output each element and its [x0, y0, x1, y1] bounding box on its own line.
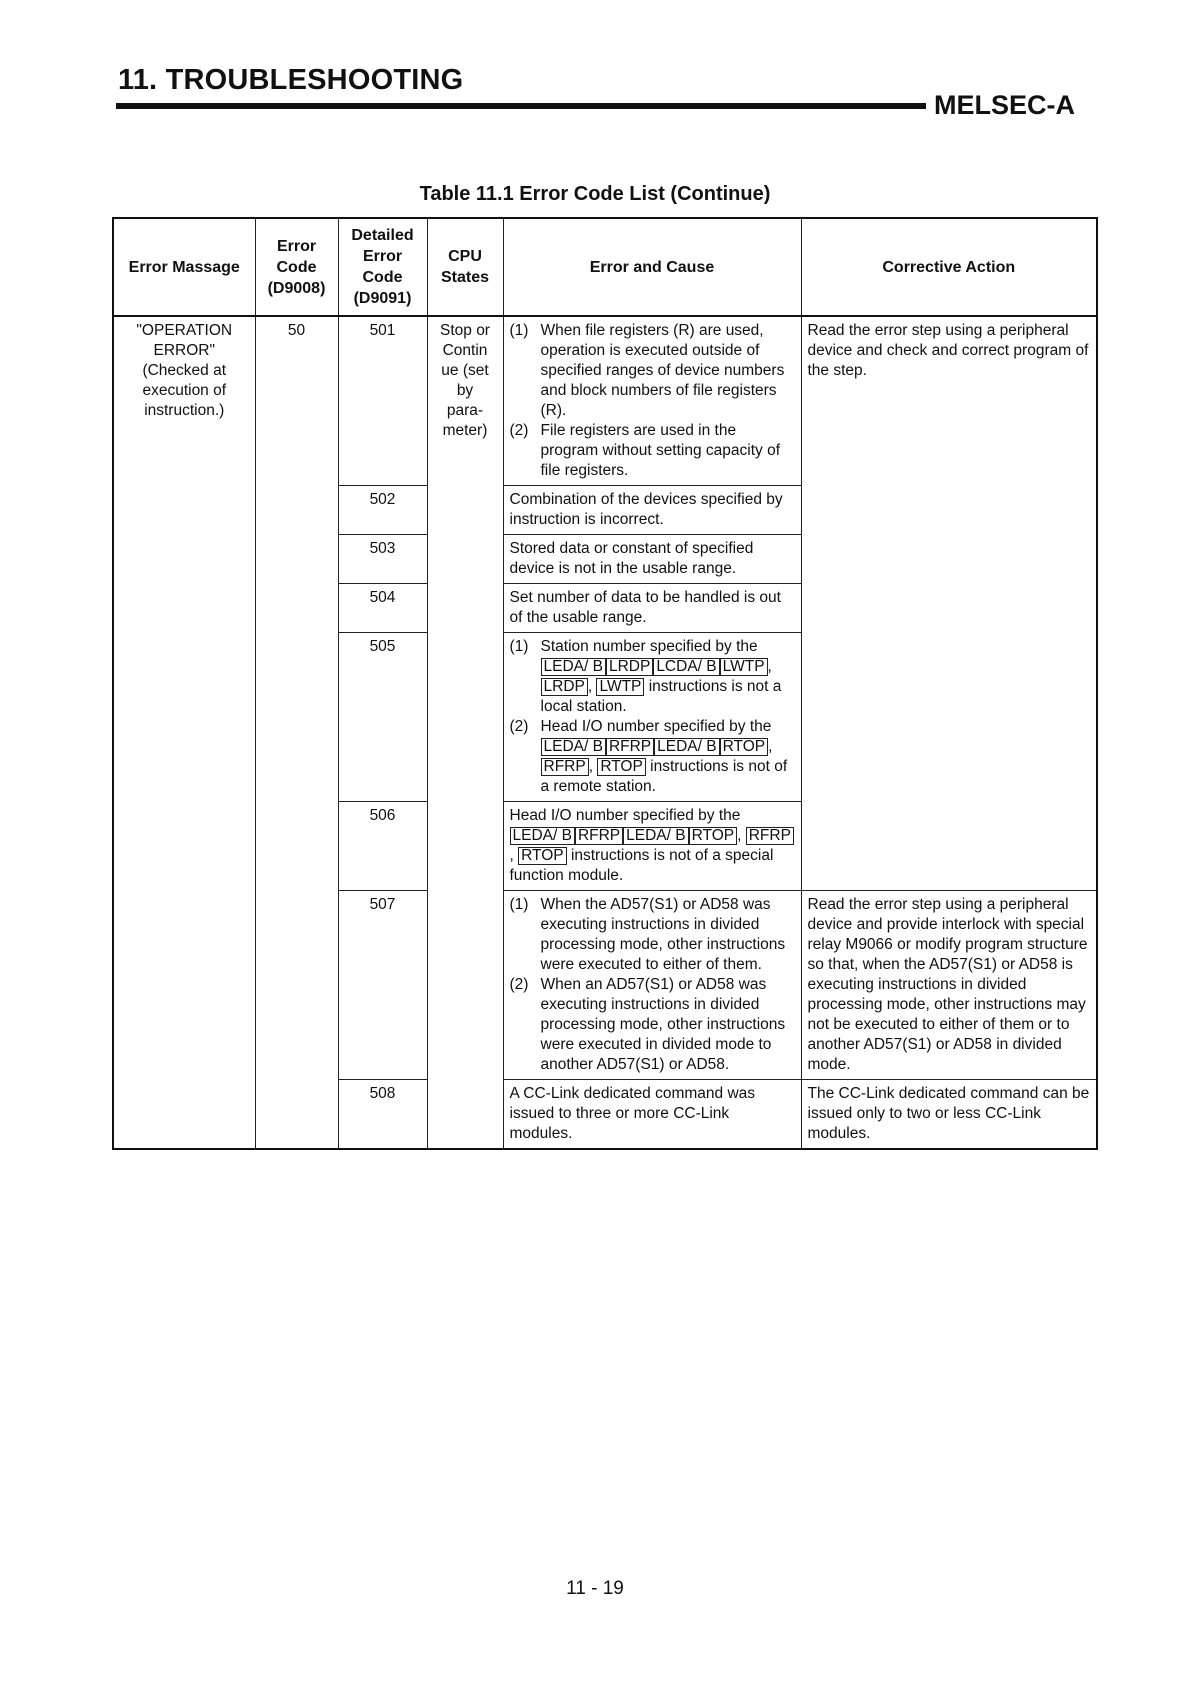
error-code-table	[112, 217, 1098, 1150]
cause-item-text: Head I/O number specified by the LEDA/ B RFRP LEDA/ B RTOP , RFRP , RTOP instructions is not of a remote station.	[540, 718, 788, 795]
cause-text-tail: instructions is not a local station.	[540, 678, 782, 715]
error-message-line: execution of	[142, 382, 227, 399]
cpu-states-line: para-	[446, 402, 484, 419]
detailed-code-cell: 504	[338, 584, 427, 633]
cause-text-lead: Head I/O number specified by the	[509, 807, 741, 824]
chapter-title: 11. TROUBLESHOOTING	[118, 64, 464, 96]
error-code-cell: 50	[255, 316, 338, 1149]
instruction-box: RTOP	[518, 847, 567, 865]
instruction-box: LWTP	[720, 658, 768, 676]
brand-label: MELSEC-A	[934, 90, 1075, 120]
error-message-line: ERROR"	[153, 342, 215, 359]
cause-item-number: (1)	[509, 322, 529, 339]
cause-text-lead: Station number specified by the	[540, 638, 758, 655]
cause-item	[510, 637, 795, 717]
detailed-code-cell: 508	[338, 1080, 427, 1150]
error-cause-cell: Combination of the devices specified by instruction is incorrect.	[503, 486, 801, 535]
cause-item-number: (2)	[509, 976, 529, 993]
col-header-cpu-states-line: CPU	[448, 248, 482, 265]
cpu-states-line: meter)	[442, 422, 488, 439]
instruction-box: LEDA/ B	[541, 738, 606, 756]
instruction-box: LEDA/ B	[654, 738, 719, 756]
error-message-cell	[113, 316, 255, 1149]
instruction-box: LEDA/ B	[541, 658, 606, 676]
page-number: 11 - 19	[566, 1578, 624, 1599]
detailed-code-cell: 507	[338, 891, 427, 1080]
instruction-box: RFRP	[575, 827, 623, 845]
error-cause-cell: Set number of data to be handled is out of the usable range.	[503, 584, 801, 633]
col-header-cpu-states	[427, 218, 503, 316]
corrective-action-cell: The CC-Link dedicated command can be issued only to two or less CC-Link modules.	[801, 1080, 1097, 1150]
detailed-code-cell: 501	[338, 316, 427, 486]
instruction-box: LEDA/ B	[623, 827, 688, 845]
col-header-error-code-line: Error	[276, 237, 317, 255]
cause-item-text: Station number specified by the LEDA/ B LRDP LCDA/ B LWTP , LRDP , LWTP instructions is not a local station.	[540, 638, 782, 715]
table-header-row	[113, 218, 1097, 316]
error-message-line: "OPERATION	[136, 322, 233, 339]
error-message-line: (Checked at	[142, 362, 227, 379]
detailed-code-cell: 505	[338, 633, 427, 802]
col-header-detailed-code-line: Code	[362, 269, 403, 286]
col-header-error-code-line: Code	[276, 258, 317, 276]
col-header-detailed-code-line: Detailed	[351, 227, 414, 244]
detailed-code-cell: 502	[338, 486, 427, 535]
error-message-line: instruction.)	[144, 402, 225, 419]
col-header-error-code	[255, 218, 338, 316]
col-header-corrective-action: Corrective Action	[801, 218, 1097, 316]
instruction-box: LRDP	[606, 658, 653, 676]
cause-item	[510, 421, 795, 481]
cpu-states-line: ue (set	[441, 362, 489, 379]
cause-item-number: (2)	[509, 718, 529, 735]
cause-item	[510, 895, 795, 975]
cause-item-number: (1)	[509, 896, 529, 913]
instruction-box: LWTP	[596, 678, 644, 696]
detailed-code-cell: 503	[338, 535, 427, 584]
cause-item-text: File registers are used in the program without setting capacity of file registers.	[540, 422, 781, 479]
col-header-cpu-states-line: States	[440, 269, 490, 286]
col-header-error-cause: Error and Cause	[503, 218, 801, 316]
cause-item-text: When file registers (R) are used, operation is executed outside of specified ranges of device numbers and block numbers of file registers (R).	[540, 322, 785, 419]
cause-text-tail: instructions is not of a remote station.	[540, 758, 788, 795]
error-cause-cell	[503, 891, 801, 1080]
instruction-box: RFRP	[541, 758, 589, 776]
col-header-detailed-code-line: (D9091)	[353, 290, 412, 307]
col-header-error-code-line: (D9008)	[267, 279, 326, 297]
cpu-states-line: by	[456, 382, 474, 399]
error-cause-cell: Stored data or constant of specified device is not in the usable range.	[503, 535, 801, 584]
cause-item	[510, 321, 795, 421]
instruction-box: RTOP	[720, 738, 769, 756]
instruction-box: LRDP	[541, 678, 588, 696]
cause-list	[510, 321, 795, 481]
cause-item	[510, 717, 795, 797]
cpu-states-line: Contin	[442, 342, 488, 359]
instruction-box: LEDA/ B	[510, 827, 575, 845]
table-caption: Table 11.1 Error Code List (Continue)	[419, 183, 771, 205]
cause-text-lead: Head I/O number specified by the	[540, 718, 772, 735]
corrective-action-cell: Read the error step using a peripheral device and provide interlock with special relay M9066 or modify program structure so that, when the AD57(S1) or AD58 is executing instructions in divided processing mode, other instructions may not be executed to either of them or to another AD57(S1) or AD58 in divided mode.	[801, 891, 1097, 1080]
cause-item-text: When the AD57(S1) or AD58 was executing instructions in divided processing mode, other instructions were executed to either of them.	[540, 896, 786, 973]
cause-item-text: When an AD57(S1) or AD58 was executing instructions in divided processing mode, other instructions were executed in divided mode to another AD57(S1) or AD58.	[540, 976, 786, 1073]
instruction-box: RTOP	[689, 827, 738, 845]
error-cause-cell	[503, 316, 801, 486]
cause-item	[510, 975, 795, 1075]
error-cause-cell: Head I/O number specified by the LEDA/ B RFRP LEDA/ B RTOP , RFRP, RTOP instructions is not of a special function module.	[503, 802, 801, 891]
col-header-detailed-code-line: Error	[362, 248, 403, 265]
cause-item-number: (1)	[509, 638, 529, 655]
instruction-box: RFRP	[746, 827, 794, 845]
cause-text-tail: instructions is not of a special function module.	[509, 847, 774, 884]
error-cause-cell	[503, 633, 801, 802]
corrective-action-cell: Read the error step using a peripheral device and check and correct program of the step.	[801, 316, 1097, 891]
instruction-box: RFRP	[606, 738, 654, 756]
header-rule	[116, 103, 926, 109]
table-row	[113, 316, 1097, 486]
instruction-box: LCDA/ B	[653, 658, 719, 676]
cause-item-number: (2)	[509, 422, 529, 439]
cause-list	[510, 895, 795, 1075]
detailed-code-cell: 506	[338, 802, 427, 891]
error-cause-cell: A CC-Link dedicated command was issued to three or more CC-Link modules.	[503, 1080, 801, 1150]
cause-list	[510, 637, 795, 797]
col-header-error-message: Error Massage	[113, 218, 255, 316]
instruction-box: RTOP	[597, 758, 646, 776]
cpu-states-cell	[427, 316, 503, 1149]
cpu-states-line: Stop or	[440, 322, 490, 339]
col-header-detailed-code	[338, 218, 427, 316]
